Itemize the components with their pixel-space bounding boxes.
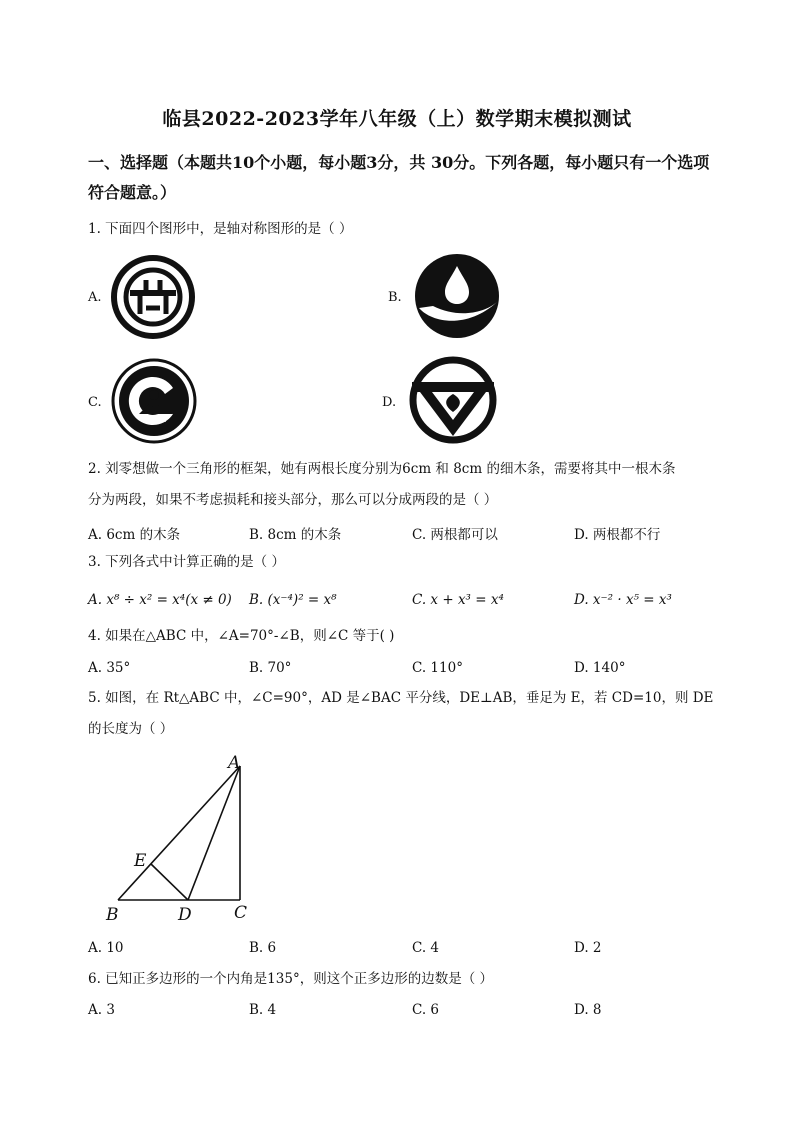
figure-label-e: E bbox=[134, 851, 147, 871]
q2-option-b: B. 8cm 的木条 bbox=[249, 527, 342, 543]
q4-option-c: C. 110° bbox=[412, 660, 463, 676]
figure-label-a: A bbox=[228, 753, 241, 773]
q5-option-d: D. 2 bbox=[574, 940, 602, 956]
q1-option-c-label: C. bbox=[88, 395, 102, 410]
q3-option-a: A. x⁸ ÷ x² = x⁴(x ≠ 0) bbox=[88, 592, 232, 608]
q1-option-a-label: A. bbox=[88, 290, 102, 305]
question-6-stem: 6. 已知正多边形的一个内角是135°，则这个正多边形的边数是（ ） bbox=[88, 971, 493, 987]
q1-option-d-label: D. bbox=[382, 395, 397, 410]
q6-option-a: A. 3 bbox=[88, 1002, 115, 1018]
q6-option-d: D. 8 bbox=[574, 1002, 602, 1018]
q1-option-b-label: B. bbox=[388, 290, 402, 305]
q2-option-a: A. 6cm 的木条 bbox=[88, 527, 181, 543]
q2-option-c: C. 两根都可以 bbox=[412, 527, 498, 543]
coin-emblem-icon bbox=[110, 254, 196, 340]
q5-option-c: C. 4 bbox=[412, 940, 440, 956]
question-5-stem-line1: 5. 如图，在 Rt△ABC 中，∠C=90°，AD 是∠BAC 平分线，DE⊥AB，垂足为 E，若 CD=10，则 DE bbox=[88, 690, 714, 706]
section-heading: 一、选择题（本题共10个小题，每小题3分，共 30分。下列各题，每小题只有一个选项符合题意。） bbox=[88, 153, 710, 202]
q4-option-d: D. 140° bbox=[574, 660, 626, 676]
question-4-stem: 4. 如果在△ABC 中，∠A=70°-∠B，则∠C 等于( ) bbox=[88, 628, 395, 644]
q3-option-d: D. x⁻² · x⁵ = x³ bbox=[574, 592, 672, 608]
q2-option-d: D. 两根都不行 bbox=[574, 527, 661, 543]
triangle-figure bbox=[100, 748, 270, 926]
q3-option-b: B. (x⁻⁴)² = x⁸ bbox=[249, 592, 337, 608]
q4-option-a: A. 35° bbox=[88, 660, 131, 676]
q4-option-b: B. 70° bbox=[249, 660, 292, 676]
q5-option-a: A. 10 bbox=[88, 940, 124, 956]
drop-emblem-icon bbox=[413, 252, 501, 340]
q3-option-c: C. x + x³ = x⁴ bbox=[412, 592, 504, 608]
q6-option-b: B. 4 bbox=[249, 1002, 277, 1018]
question-3-stem: 3. 下列各式中计算正确的是（ ） bbox=[88, 554, 285, 570]
mountain-c-emblem-icon bbox=[111, 358, 197, 444]
q5-option-b: B. 6 bbox=[249, 940, 277, 956]
figure-label-c: C bbox=[234, 903, 248, 923]
figure-label-d: D bbox=[178, 905, 192, 925]
figure-label-b: B bbox=[106, 905, 119, 925]
question-5-stem-line2: 的长度为（ ） bbox=[88, 721, 174, 737]
leaf-emblem-icon bbox=[408, 356, 498, 444]
page-title: 临县2022-2023学年八年级（上）数学期末模拟测试 bbox=[162, 108, 632, 130]
question-2-stem-line2: 分为两段，如果不考虑损耗和接头部分，那么可以分成两段的是（ ） bbox=[88, 492, 498, 508]
q6-option-c: C. 6 bbox=[412, 1002, 440, 1018]
question-1-stem: 1. 下面四个图形中，是轴对称图形的是（ ） bbox=[88, 221, 353, 237]
question-2-stem-line1: 2. 刘零想做一个三角形的框架，她有两根长度分别为6cm 和 8cm 的细木条，需要将其中一根木条 bbox=[88, 461, 676, 477]
